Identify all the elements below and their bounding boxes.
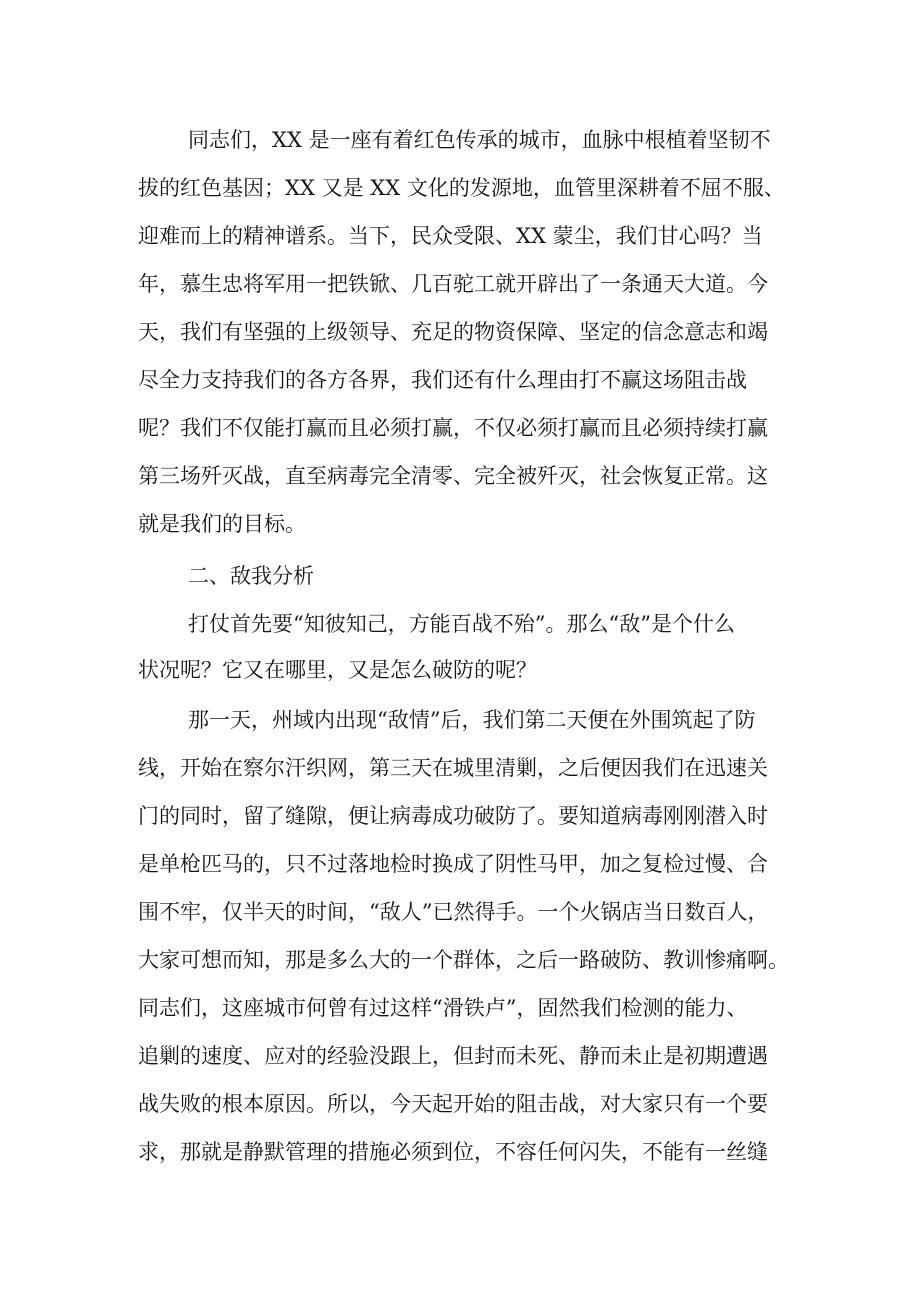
- paragraph-4-line-9: 战失败的根本原因。所以，今天起开始的阻击战，对大家只有一个要: [138, 1092, 768, 1116]
- paragraph-1-line-8: 第三场歼灭战，直至病毒完全清零、完全被歼灭，社会恢复正常。这: [138, 464, 768, 488]
- paragraph-3-line-2: 状况呢？它又在哪里，又是怎么破防的呢？: [138, 658, 537, 682]
- paragraph-4-line-5: 围不牢，仅半天的时间，“敌人”已然得手。一个火锅店当日数百人，: [138, 900, 769, 924]
- paragraph-1-line-2: 拔的红色基因；XX 又是 XX 文化的发源地，血管里深耕着不屈不服、: [138, 176, 785, 200]
- paragraph-4-line-2: 线，开始在察尔汗织网，第三天在城里清剿，之后便因我们在迅速关: [138, 756, 768, 780]
- paragraph-1-line-3: 迎难而上的精神谱系。当下，民众受限、XX 蒙尘，我们甘心吗？当: [138, 224, 763, 248]
- paragraph-4-line-1: 那一天，州域内出现“敌情”后，我们第二天便在外围筑起了防: [188, 708, 756, 732]
- paragraph-1-line-9: 就是我们的目标。: [138, 512, 306, 536]
- paragraph-4-line-8: 追剿的速度、应对的经验没跟上，但封而未死、静而未止是初期遭遇: [138, 1044, 768, 1068]
- paragraph-3-line-1: 打仗首先要“知彼知己，方能百战不殆”。那么“敌”是个什么: [188, 612, 735, 636]
- section-heading: 二、敌我分析: [188, 564, 314, 588]
- paragraph-1-line-1: 同志们，XX 是一座有着红色传承的城市，血脉中根植着坚韧不: [188, 128, 771, 152]
- paragraph-1-line-7: 呢？我们不仅能打赢而且必须打赢，不仅必须打赢而且必须持续打赢: [138, 416, 768, 440]
- paragraph-4-line-4: 是单枪匹马的，只不过落地检时换成了阴性马甲，加之复检过慢、合: [138, 852, 768, 876]
- paragraph-4-line-3: 门的同时，留了缝隙，便让病毒成功破防了。要知道病毒刚刚潜入时: [138, 804, 768, 828]
- paragraph-4-line-7: 同志们，这座城市何曾有过这样“滑铁卢”，固然我们检测的能力、: [138, 996, 748, 1020]
- paragraph-1-line-5: 天，我们有坚强的上级领导、充足的物资保障、坚定的信念意志和竭: [138, 320, 768, 344]
- paragraph-1-line-6: 尽全力支持我们的各方各界，我们还有什么理由打不赢这场阻击战: [138, 368, 747, 392]
- paragraph-4-line-10: 求，那就是静默管理的措施必须到位，不容任何闪失，不能有一丝缝: [138, 1140, 768, 1164]
- paragraph-1-line-4: 年，慕生忠将军用一把铁锨、几百驼工就开辟出了一条通天大道。今: [138, 272, 768, 296]
- paragraph-4-line-6: 大家可想而知，那是多么大的一个群体，之后一路破防、教训惨痛啊。: [138, 948, 789, 972]
- paragraph-4-line-11: [138, 1185, 920, 1215]
